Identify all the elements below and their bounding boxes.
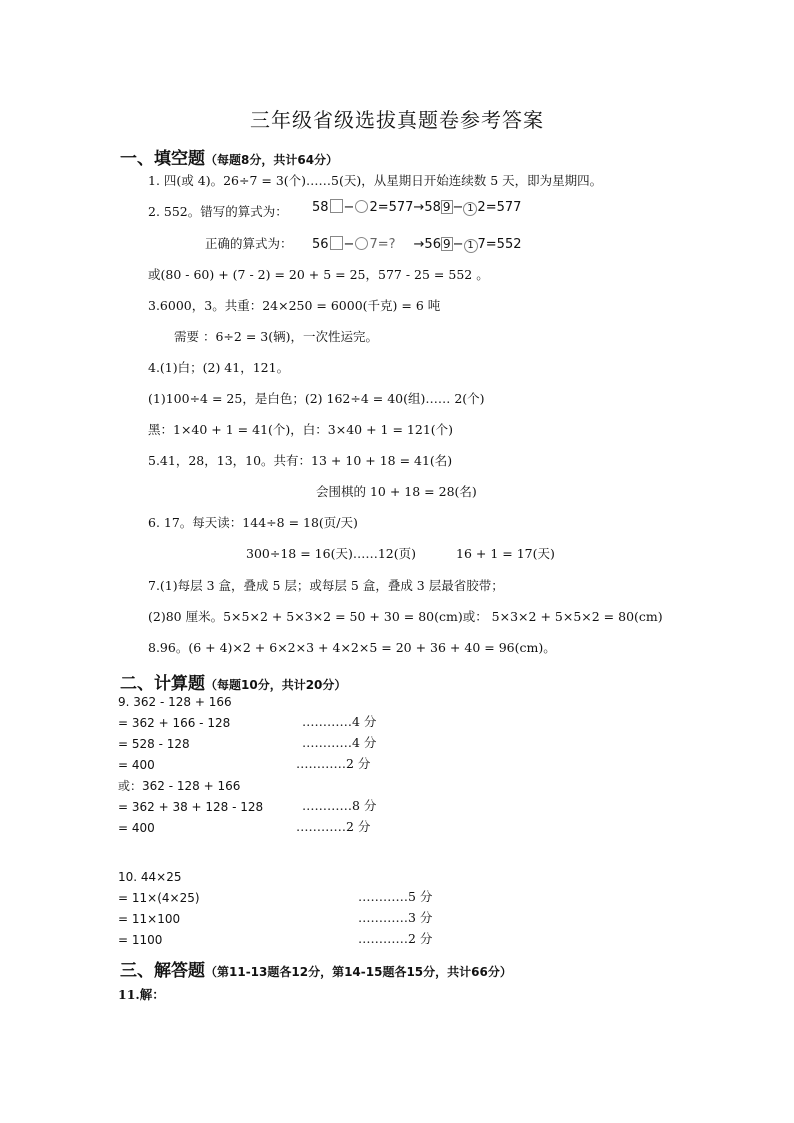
section-title: 一、填空题: [120, 149, 205, 169]
eq-part: 7=552: [477, 237, 522, 252]
section-note: （第11-13题各12分，第14-15题各15分，共计66分）: [205, 965, 512, 979]
calc-step: = 400: [118, 758, 155, 772]
score-note: …………8 分: [302, 798, 377, 813]
calc-step: = 400: [118, 821, 155, 835]
score-note: …………2 分: [296, 756, 371, 771]
calc-step: = 11×100: [118, 912, 181, 926]
boxed-digit: 9: [442, 200, 451, 214]
section-title: 三、解答题: [120, 961, 205, 981]
section-note: （每题10分，共计20分）: [205, 678, 347, 692]
answer-line: 5.41，28，13，10。共有：13 + 10 + 18 = 41(名): [148, 453, 453, 468]
score-note: …………4 分: [302, 735, 377, 750]
blank-box: [330, 199, 343, 213]
section-title: 二、计算题: [120, 674, 205, 694]
answer-line: 1. 四(或 4)。26÷7 = 3(个)……5(天)，从星期日开始连续数 5 天，即为星期四。: [148, 173, 603, 188]
answer-line: (1)100÷4 = 25，是白色；(2) 162÷4 = 40(组)…… 2(个): [148, 391, 485, 406]
score-note: …………4 分: [302, 714, 377, 729]
answer-line: 会围棋的 10 + 18 = 28(名): [316, 484, 477, 499]
answer-line: 4.(1)白；(2) 41，121。: [148, 360, 290, 375]
section-heading-word-problems: [120, 956, 512, 981]
wrong-equation: 58 − 2=577→58 9 − 1 2=577: [312, 200, 522, 215]
answer-line: 2. 552。错写的算式为：: [148, 204, 288, 219]
eq-part: →56: [413, 237, 441, 252]
calc-step: = 362 + 38 + 128 - 128: [118, 800, 264, 814]
calc-step: 9. 362 - 128 + 166: [118, 695, 232, 709]
answer-line: 正确的算式为：: [205, 236, 293, 251]
answer-line: 8.96。(6 + 4)×2 + 6×2×3 + 4×2×5 = 20 + 36 + 40 = 96(cm)。: [148, 640, 556, 655]
question-label: 11.解：: [118, 987, 165, 1002]
section-heading-fill-in: [120, 144, 338, 169]
answer-line: 需要 ：6÷2 = 3(辆)，一次性运完。: [174, 329, 378, 344]
answer-line: 黑：1×40 + 1 = 41(个)，白：3×40 + 1 = 121(个): [148, 422, 454, 437]
eq-part: 7=?: [369, 237, 396, 252]
score-note: …………2 分: [358, 931, 433, 946]
section-heading-calculation: [120, 669, 346, 694]
eq-part: 2=577: [477, 200, 522, 215]
calc-step: 10. 44×25: [118, 870, 182, 884]
correct-equation: 56 − 7=? →56 9 − 1 7=552: [312, 237, 522, 252]
answer-line: 16 + 1 = 17(天): [456, 546, 555, 561]
boxed-digit: 9: [442, 237, 451, 251]
section-note: （每题8分，共计64分）: [205, 153, 339, 167]
page-title: 三年级省级选拔真题卷参考答案: [250, 108, 544, 132]
circled-digit: 1: [463, 202, 477, 216]
answer-line: (2)80 厘米。5×5×2 + 5×3×2 = 50 + 30 = 80(cm)或： 5×3×2 + 5×5×2 = 80(cm): [148, 609, 663, 624]
calc-step: = 1100: [118, 933, 163, 947]
score-note: …………5 分: [358, 889, 433, 904]
blank-circle: [355, 237, 368, 250]
calc-step: = 362 + 166 - 128: [118, 716, 231, 730]
answer-line: 300÷18 = 16(天)……12(页): [246, 546, 416, 561]
score-note: …………2 分: [296, 819, 371, 834]
calc-step: = 11×(4×25): [118, 891, 200, 905]
answer-line: 7.(1)每层 3 盒，叠成 5 层；或每层 5 盒，叠成 3 层最省胶带；: [148, 578, 504, 593]
answer-line: 3.6000，3。共重：24×250 = 6000(千克) = 6 吨: [148, 298, 441, 313]
answer-line: 6. 17。每天读：144÷8 = 18(页/天): [148, 515, 358, 530]
blank-box: [330, 236, 343, 250]
answer-line: 或(80 - 60) + (7 - 2) = 20 + 5 = 25，577 - 25 = 552 。: [148, 267, 489, 282]
eq-part: 2=577→58: [369, 200, 441, 215]
eq-part: 58: [312, 200, 329, 215]
calc-step: 或：362 - 128 + 166: [118, 779, 241, 793]
blank-circle: [355, 200, 368, 213]
circled-digit: 1: [464, 239, 478, 253]
calc-step: = 528 - 128: [118, 737, 190, 751]
eq-part: 56: [312, 237, 329, 252]
score-note: …………3 分: [358, 910, 433, 925]
